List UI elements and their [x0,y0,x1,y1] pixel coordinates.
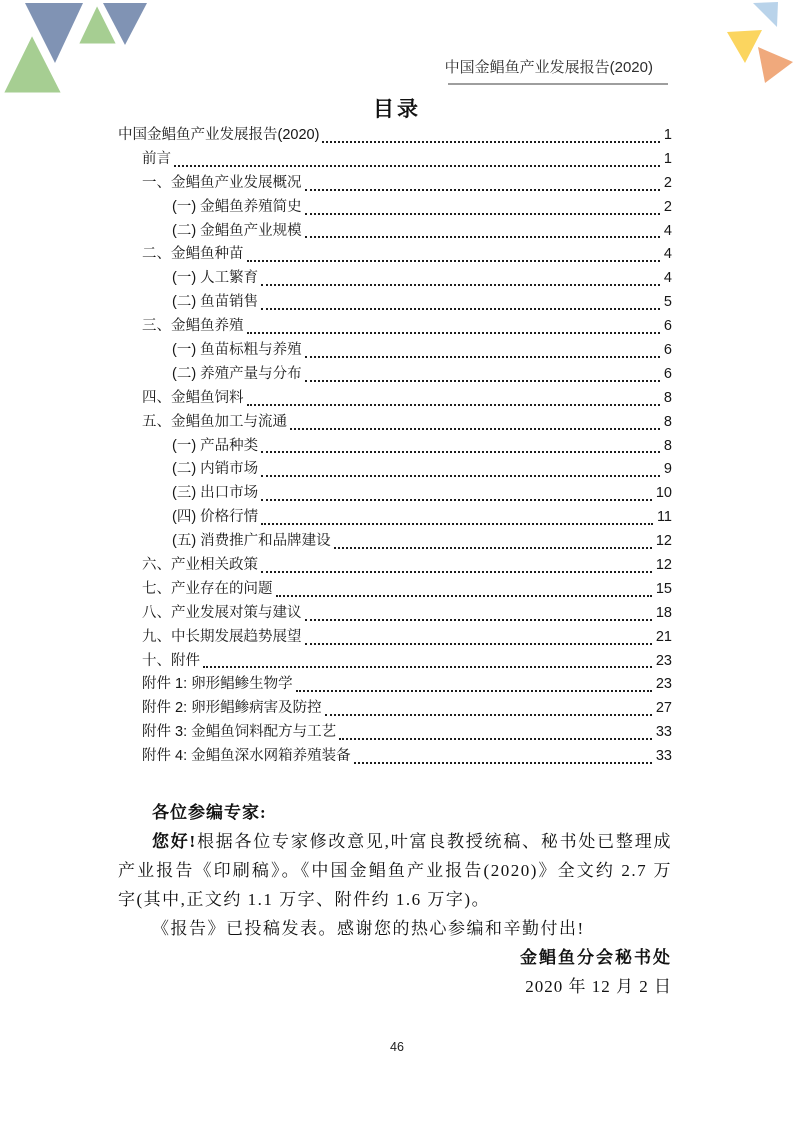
toc-dot-leader [261,506,653,525]
toc-entry-label: (一) 鱼苗标粗与养殖 [172,342,302,359]
toc-page-number: 15 [655,580,672,597]
toc-dot-leader [354,745,652,764]
toc-dot-leader [305,626,652,645]
toc-entry-label: 五、金鲳鱼加工与流通 [142,413,287,430]
toc-dot-leader [203,650,652,669]
letter-signature: 金鲳鱼分会秘书处 [520,948,672,967]
toc-entry[interactable] [118,243,672,267]
toc-entry-label: 四、金鲳鱼饲料 [142,389,244,406]
toc-page-number: 12 [655,533,672,550]
toc-page-number: 11 [656,509,672,526]
letter-greeting: 您好! [152,832,197,851]
triangle-yellow [727,30,762,63]
toc-dot-leader [305,602,652,621]
toc-dot-leader [261,291,660,310]
toc-entry-label: (四) 价格行情 [172,509,259,526]
top-right-triangles-decoration [700,0,794,90]
toc-entry[interactable] [118,172,672,196]
toc-dot-leader [276,578,652,597]
toc-dot-leader [261,554,652,573]
toc-dot-leader [247,243,660,262]
toc-entry-label: (二) 金鲳鱼产业规模 [172,222,302,239]
letter-paragraph-2: 《报告》已投稿发表。感谢您的热心参编和辛勤付出! [152,919,585,938]
toc-entry[interactable] [118,315,672,339]
toc-page-number: 8 [663,437,672,454]
toc-entry[interactable] [118,530,672,554]
toc-entry[interactable] [118,697,672,721]
toc-entry[interactable] [118,291,672,315]
toc-entry[interactable] [118,673,672,697]
toc-page-number: 23 [655,676,672,693]
toc-page-number: 27 [655,700,672,717]
toc-page-number: 6 [663,318,672,335]
toc-entry[interactable] [118,721,672,745]
toc-dot-leader [261,267,660,286]
toc-dot-leader [174,148,660,167]
toc-entry-label: (二) 内销市场 [172,461,259,478]
toc-entry-label: 七、产业存在的问题 [142,580,273,597]
toc-entry[interactable] [118,363,672,387]
toc-page-number: 33 [655,724,672,741]
toc-entry-label: 九、中长期发展趋势展望 [142,628,302,645]
toc-dot-leader [305,196,660,215]
toc-entry-label: (三) 出口市场 [172,485,259,502]
table-of-contents [118,124,672,769]
toc-entry[interactable] [118,506,672,530]
toc-entry[interactable] [118,650,672,674]
toc-dot-leader [334,530,652,549]
toc-page-number: 9 [663,461,672,478]
toc-dot-leader [247,387,660,406]
letter-to-experts [118,798,672,1001]
letter-paragraph-1 [118,827,672,914]
toc-dot-leader [305,220,660,239]
toc-dot-leader [261,482,652,501]
toc-entry-label: (一) 人工繁育 [172,270,259,287]
toc-entry-label: (二) 养殖产量与分布 [172,365,302,382]
triangle-orange [758,47,793,83]
toc-page-number: 1 [663,127,672,143]
toc-entry-label: (一) 产品种类 [172,437,259,454]
toc-entry-label: 中国金鲳鱼产业发展报告(2020) [118,127,320,143]
letter-paragraph-1-text: 根据各位专家修改意见,叶富良教授统稿、秘书处已整理成产业报告《印刷稿》。《中国金鲳鱼产业报告(2020)》全文约 2.7 万字(其中,正文约 1.1 万字、附件约 1.6 万字)。 [118,832,672,909]
toc-entry[interactable] [118,148,672,172]
toc-entry[interactable] [118,435,672,459]
toc-entry-label: 十、附件 [142,652,200,669]
toc-page-number: 5 [663,294,672,311]
toc-entry[interactable] [118,626,672,650]
toc-dot-leader [325,697,652,716]
toc-entry[interactable] [118,196,672,220]
toc-page-number: 33 [655,748,672,765]
toc-entry[interactable] [118,339,672,363]
toc-entry-label: 八、产业发展对策与建议 [142,604,302,621]
toc-entry[interactable] [118,482,672,506]
toc-entry[interactable] [118,411,672,435]
toc-entry-label: 附件 3: 金鲳鱼饲料配方与工艺 [142,724,337,741]
toc-dot-leader [261,458,660,477]
running-header-title: 中国金鲳鱼产业发展报告(2020) [444,59,653,76]
toc-dot-leader [305,172,660,191]
toc-entry-label: 二、金鲳鱼种苗 [142,246,244,263]
toc-entry-label: 六、产业相关政策 [142,557,258,574]
toc-entry-label: (五) 消费推广和品牌建设 [172,533,331,550]
top-left-triangles-decoration [0,0,160,100]
toc-entry-label: (二) 鱼苗销售 [172,294,259,311]
toc-entry-label: 前言 [142,150,171,167]
toc-entry-label: 三、金鲳鱼养殖 [142,318,244,335]
toc-dot-leader [296,673,652,692]
toc-entry[interactable] [118,387,672,411]
page-number: 46 [390,1040,404,1054]
toc-page-number: 2 [663,198,672,215]
toc-page-number: 21 [655,628,672,645]
letter-salutation: 各位参编专家: [152,803,267,822]
toc-page-number: 6 [663,342,672,359]
toc-page-number: 12 [655,557,672,574]
toc-dot-leader [305,339,660,358]
toc-page-number: 4 [663,270,672,287]
toc-page-number: 8 [663,389,672,406]
toc-page-number: 8 [663,413,672,430]
toc-entry[interactable] [118,267,672,291]
toc-entry[interactable] [118,745,672,769]
toc-page-number: 10 [655,485,672,502]
toc-entry-label: 附件 4: 金鲳鱼深水网箱养殖装备 [142,748,351,765]
toc-entry-label: 附件 2: 卵形鲳鲹病害及防控 [142,700,322,717]
toc-entry-label: (一) 金鲳鱼养殖简史 [172,198,302,215]
toc-dot-leader [261,435,660,454]
toc-entry-label: 一、金鲳鱼产业发展概况 [142,174,302,191]
toc-entry-label: 附件 1: 卵形鲳鲹生物学 [142,676,293,693]
toc-entry[interactable] [118,458,672,482]
toc-entry[interactable] [118,554,672,578]
toc-page-number: 18 [655,604,672,621]
toc-dot-leader [290,411,660,430]
toc-dot-leader [305,363,660,382]
letter-date: 2020 年 12 月 2 日 [525,977,672,996]
toc-page-number: 4 [663,222,672,239]
toc-page-number: 23 [655,652,672,669]
toc-entry[interactable] [118,124,672,148]
toc-entry[interactable] [118,602,672,626]
toc-title: 目录 [373,98,421,121]
toc-dot-leader [322,124,660,143]
toc-page-number: 2 [663,174,672,191]
header-rule [448,83,668,85]
toc-page-number: 1 [663,150,672,167]
toc-entry[interactable] [118,220,672,244]
toc-page-number: 6 [663,365,672,382]
toc-dot-leader [247,315,660,334]
toc-entry[interactable] [118,578,672,602]
toc-page-number: 4 [663,246,672,263]
triangle-lightblue [753,2,778,27]
toc-dot-leader [339,721,652,740]
